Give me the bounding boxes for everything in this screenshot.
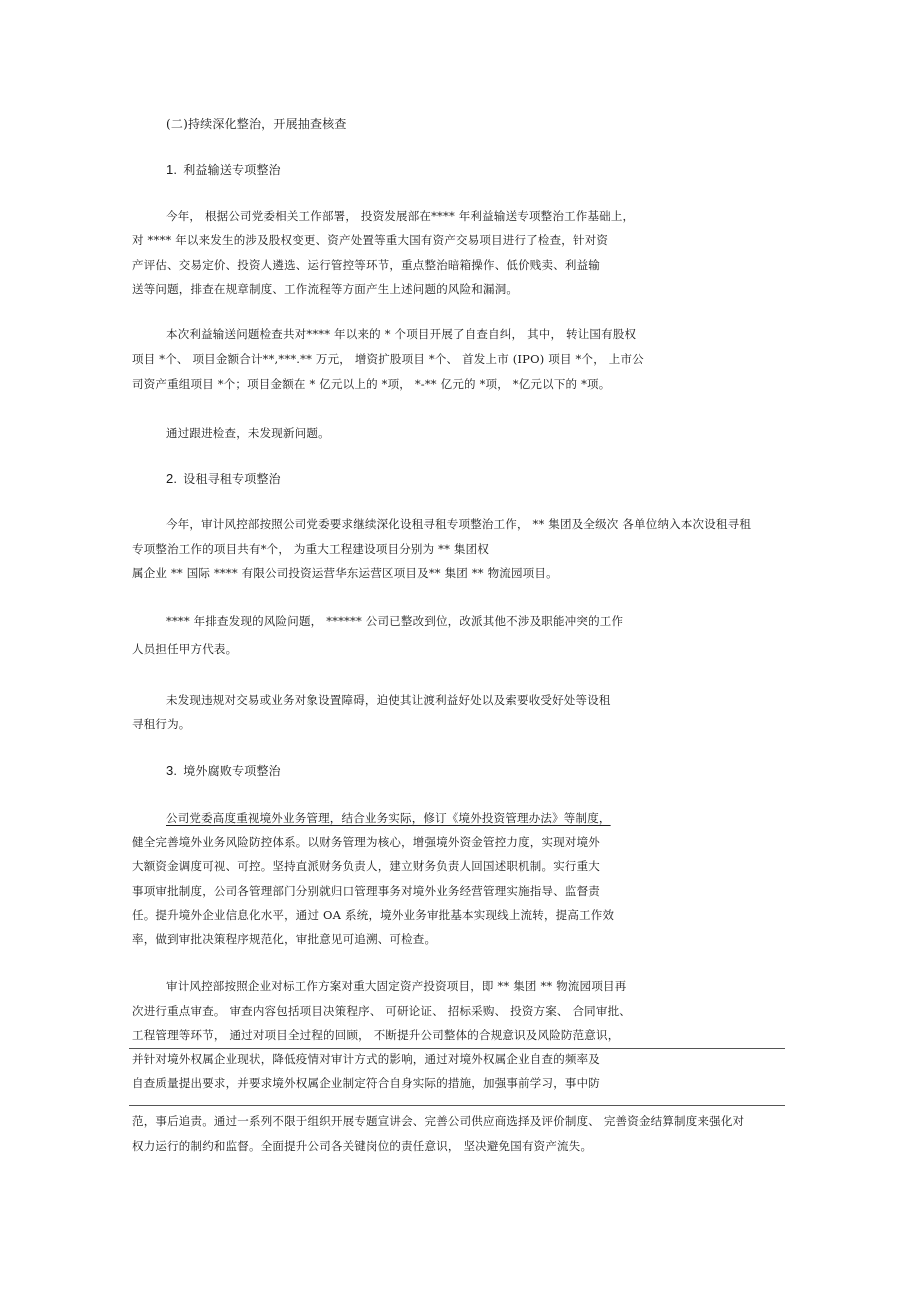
paragraph-line: 工程管理等环节， 通过对项目全过程的回顾， 不断提升公司整体的合规意识及风险防范意识， [132, 1028, 620, 1042]
paragraph-line: 送等问题，排查在规章制度、工作流程等方面产生上述问题的风险和漏洞。 [132, 282, 519, 296]
paragraph-line: 项目 *个、 项目金额合计**,***.** 万元， 增资扩股项目 *个、 首发上市 (IPO) 项目 *个， 上市公 [132, 352, 644, 366]
subsection-title: 境外腐败专项整治 [183, 764, 281, 778]
paragraph-line: 大额资金调度可视、可控。坚持直派财务负责人，建立财务负责人回国述职机制。实行重大 [132, 859, 600, 873]
paragraph-line: 通过跟进检查，未发现新问题。 [166, 426, 330, 440]
divider-line [129, 1048, 785, 1049]
subsection-heading-3 [166, 763, 281, 779]
section-heading: (二)持续深化整治，开展抽查核查 [166, 117, 347, 131]
paragraph-line: 审计风控部按照企业对标工作方案对重大固定资产投资项目，即 ** 集团 ** 物流园项目再 [166, 979, 627, 993]
paragraph-line: 权力运行的制约和监督。全面提升公司各关键岗位的责任意识， 坚决避免国有资产流失。 [132, 1139, 593, 1153]
paragraph-line: **** 年排查发现的风险问题， ****** 公司已整改到位，改派其他不涉及职能冲突的工作 [166, 614, 624, 628]
paragraph-line: 人员担任甲方代表。 [132, 642, 238, 656]
subsection-heading-1 [166, 162, 281, 178]
paragraph-line: 今年，审计风控部按照公司党委要求继续深化设租寻租专项整治工作， ** 集团及全级次 各单位纳入本次设租寻租 [166, 517, 752, 531]
subsection-heading-2 [166, 471, 281, 487]
paragraph-line: 司资产重组项目 *个；项目金额在 * 亿元以上的 *项， *-** 亿元的 *项， *亿元以下的 *项。 [132, 377, 611, 391]
paragraph-line: 并针对境外权属企业现状，降低疫情对审计方式的影响，通过对境外权属企业自查的频率及 [132, 1052, 600, 1066]
paragraph-line-underlined: 公司党委高度重视境外业务管理，结合业务实际，修订《境外投资管理办法》等制度， [166, 811, 611, 825]
paragraph-line: 未发现违规对交易或业务对象设置障碍，迫使其让渡利益好处以及索要收受好处等设租 [166, 693, 611, 707]
paragraph-line: 寻租行为。 [132, 717, 191, 731]
paragraph-line: 专项整治工作的项目共有*个， 为重大工程建设项目分别为 ** 集团权 [132, 542, 490, 556]
paragraph-line: 健全完善境外业务风险防控体系。以财务管理为核心，增强境外资金管控力度，实现对境外 [132, 835, 600, 849]
paragraph-line: 次进行重点审查。 审查内容包括项目决策程序、 可研论证、 招标采购、 投资方案、 合同审批、 [132, 1004, 631, 1018]
subsection-number: 3. [166, 763, 178, 778]
subsection-number: 2. [166, 471, 178, 486]
paragraph-line: 属企业 ** 国际 **** 有限公司投资运营华东运营区项目及** 集团 ** 物流园项目。 [132, 566, 558, 580]
paragraph-line: 今年， 根据公司党委相关工作部署， 投资发展部在**** 年利益输送专项整治工作基础上， [166, 209, 635, 223]
paragraph-line: 对 **** 年以来发生的涉及股权变更、资产处置等重大国有资产交易项目进行了检查，针对资 [132, 233, 609, 247]
paragraph-line: 范，事后追责。通过一系列不限于组织开展专题宣讲会、完善公司供应商选择及评价制度、 完善资金结算制度来强化对 [132, 1114, 745, 1128]
divider-line [129, 1105, 785, 1106]
paragraph-line: 率，做到审批决策程序规范化，审批意见可追溯、可检查。 [132, 932, 437, 946]
paragraph-line: 自查质量提出要求，并要求境外权属企业制定符合自身实际的措施，加强事前学习，事中防 [132, 1076, 600, 1090]
paragraph-line: 事项审批制度，公司各管理部门分别就归口管理事务对境外业务经营管理实施指导、监督责 [132, 884, 600, 898]
subsection-title: 利益输送专项整治 [183, 163, 281, 177]
paragraph-line: 本次利益输送问题检查共对**** 年以来的 * 个项目开展了自查自纠， 其中， 转让国有股权 [166, 327, 637, 341]
subsection-title: 设租寻租专项整治 [183, 472, 281, 486]
paragraph-line: 任。提升境外企业信息化水平，通过 OA 系统，境外业务审批基本实现线上流转，提高工作效 [132, 908, 615, 922]
paragraph-line: 产评估、交易定价、投资人遴选、运行管控等环节，重点整治暗箱操作、低价贱卖、利益输 [132, 258, 600, 272]
subsection-number: 1. [166, 162, 178, 177]
